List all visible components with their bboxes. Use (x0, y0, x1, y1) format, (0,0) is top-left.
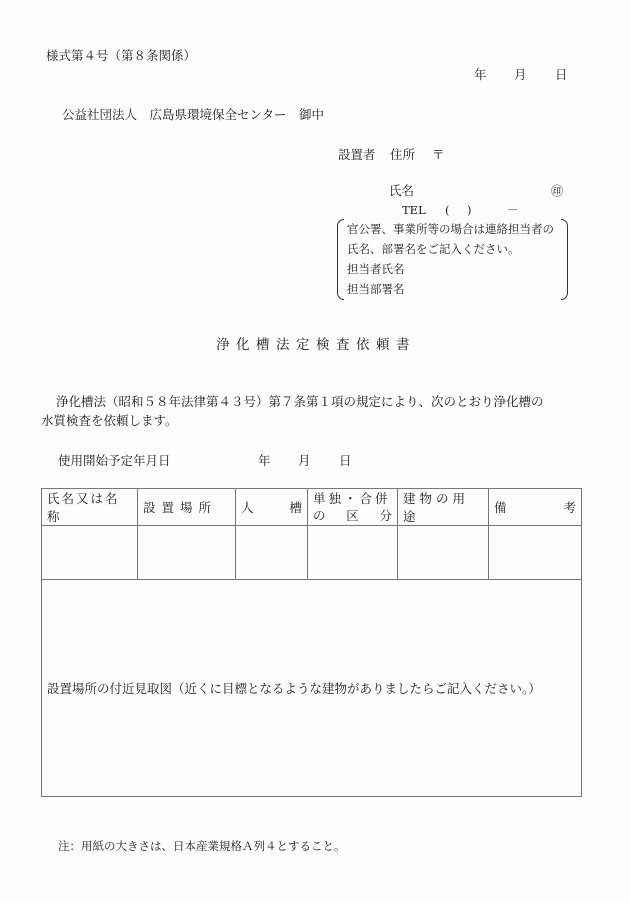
header-treatment-type: 単独・合併 の 区 分 (308, 489, 398, 526)
date-month: 月 (514, 67, 527, 82)
body-line2: 水質検査を依頼します。 (41, 413, 178, 428)
tel-close-paren: ) (467, 203, 472, 217)
start-date-day: 日 (339, 453, 352, 468)
map-label: 設置場所の付近見取図（近くに目標となるような建物がありましたらご記入ください。） (47, 681, 541, 696)
start-date-year: 年 (258, 453, 271, 468)
applicant-label: 設置者 (338, 147, 376, 162)
seal-icon: ㊞ (551, 184, 564, 198)
tel-label: TEL (402, 203, 426, 217)
form-number: 様式第４号（第８条関係） (46, 48, 197, 63)
contact-name-label: 担当者氏名 (347, 262, 405, 276)
tel-dash: － (507, 203, 519, 217)
header-usage: 建物の用途 (398, 489, 489, 526)
cell-location[interactable] (138, 526, 236, 580)
header-location: 設置場所 (138, 489, 236, 526)
cell-capacity[interactable] (236, 526, 308, 580)
body-line1: 浄化槽法（昭和５８年法律第４３号）第７条第１項の規定により、次のとおり浄化槽の (56, 394, 544, 409)
table-row (42, 526, 582, 580)
tel-open-paren: ( (445, 203, 450, 217)
contact-dept-label: 担当部署名 (347, 282, 405, 296)
date-day: 日 (555, 67, 568, 82)
table-header-row (42, 489, 582, 526)
map-row (42, 580, 582, 797)
footnote: 注：用紙の大きさは、日本産業規格Ａ列４とすること。 (58, 839, 346, 853)
location-map-area[interactable] (42, 580, 582, 797)
start-date-month: 月 (298, 453, 311, 468)
address-label: 住所 (390, 147, 416, 162)
application-table (41, 488, 582, 797)
right-bracket (561, 219, 568, 300)
cell-name[interactable] (42, 526, 138, 580)
start-date-label: 使用開始予定年月日 (58, 453, 171, 468)
header-capacity: 人 槽 (236, 489, 308, 526)
cell-usage[interactable] (398, 526, 489, 580)
header-name: 氏名又は名称 (42, 489, 138, 526)
left-bracket (337, 219, 344, 300)
date-year: 年 (474, 67, 487, 82)
cell-treatment-type[interactable] (308, 526, 398, 580)
header-remarks: 備 考 (489, 489, 582, 526)
contact-note-line1: 官公署、事業所等の場合は連絡担当者の (347, 222, 554, 236)
postal-mark: 〒 (432, 147, 445, 162)
cell-remarks[interactable] (489, 526, 582, 580)
name-label: 氏名 (389, 183, 415, 198)
contact-note-line2: 氏名、部署名をご記入ください。 (347, 242, 520, 256)
addressee: 公益社団法人 広島県環境保全センター 御中 (62, 107, 325, 122)
document-title: 浄化槽法定検査依頼書 (216, 337, 416, 353)
